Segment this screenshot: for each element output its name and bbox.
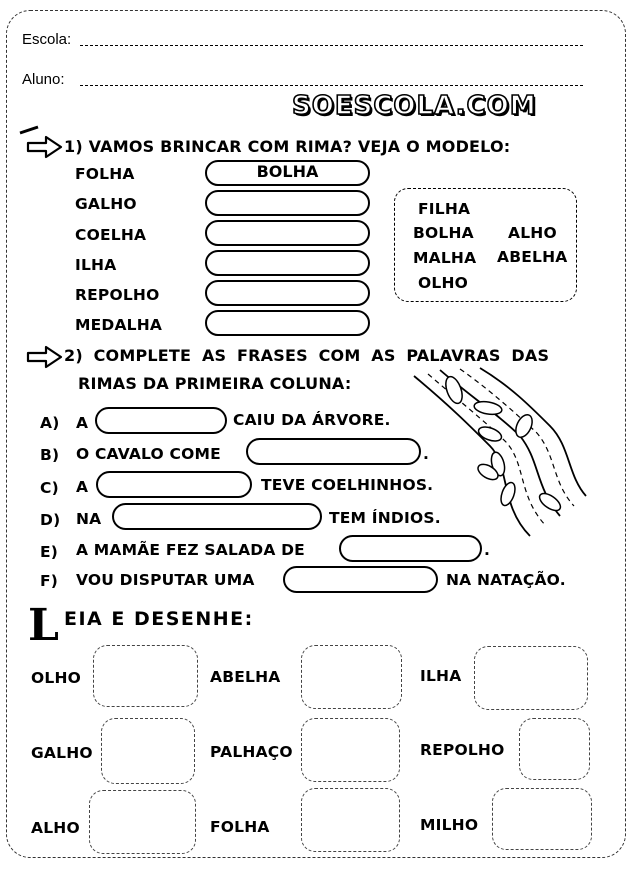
sentence-d-letter: D) <box>40 511 61 529</box>
arrow-icon <box>26 134 64 160</box>
sentence-e-before: A MAMÃE FEZ SALADA DE <box>76 541 305 559</box>
ex1-word-6: MEDALHA <box>75 316 163 334</box>
draw-label-7: ALHO <box>31 819 80 837</box>
draw-label-4: GALHO <box>31 744 93 762</box>
draw-box-1[interactable] <box>93 645 198 707</box>
sentence-f-letter: F) <box>40 572 59 590</box>
arrow-icon <box>26 344 64 370</box>
draw-label-6: REPOLHO <box>420 741 505 759</box>
sentence-c-letter: C) <box>40 479 59 497</box>
sentence-b-after: . <box>423 445 430 463</box>
sentence-e-letter: E) <box>40 543 59 561</box>
sentence-c-blank[interactable] <box>96 471 252 498</box>
draw-box-7[interactable] <box>89 790 196 854</box>
sentence-d-blank[interactable] <box>112 503 322 530</box>
bank-word-1: FILHA <box>418 200 471 218</box>
ex1-answer-4[interactable] <box>205 250 370 276</box>
sentence-a-blank[interactable] <box>95 407 227 434</box>
ex1-word-4: ILHA <box>75 256 117 274</box>
draw-box-3[interactable] <box>474 646 588 710</box>
bank-word-3: ALHO <box>508 224 557 242</box>
draw-box-8[interactable] <box>301 788 400 852</box>
draw-label-9: MILHO <box>420 816 479 834</box>
exercise1-title: 1) VAMOS BRINCAR COM RIMA? VEJA O MODELO: <box>64 137 511 156</box>
sentence-e-after: . <box>484 541 491 559</box>
exercise3-title: EIA E DESENHE: <box>64 608 254 630</box>
school-label: Escola: <box>22 31 72 48</box>
sentence-c-after: TEVE COELHINHOS. <box>261 476 434 494</box>
draw-label-5: PALHAÇO <box>210 743 293 761</box>
draw-box-4[interactable] <box>101 718 195 784</box>
sentence-a-letter: A) <box>40 414 60 432</box>
sentence-b-before: O CAVALO COME <box>76 445 221 463</box>
sentence-f-before: VOU DISPUTAR UMA <box>76 571 255 589</box>
sentence-d-before: NA <box>76 510 102 528</box>
ex1-word-3: COELHA <box>75 226 147 244</box>
school-line[interactable] <box>80 45 583 46</box>
draw-label-2: ABELHA <box>210 668 281 686</box>
draw-label-8: FOLHA <box>210 818 270 836</box>
bank-word-5: ABELHA <box>497 248 568 266</box>
ex1-answer-example: BOLHA <box>205 160 370 186</box>
drop-cap-l: L <box>28 600 59 651</box>
draw-box-9[interactable] <box>492 788 592 850</box>
sentence-b-letter: B) <box>40 446 60 464</box>
ex1-word-1: FOLHA <box>75 165 135 183</box>
sentence-b-blank[interactable] <box>246 438 421 465</box>
ex1-answer-3[interactable] <box>205 220 370 246</box>
bank-word-6: OLHO <box>418 274 469 292</box>
draw-label-1: OLHO <box>31 669 82 687</box>
sentence-a-after: CAIU DA ÁRVORE. <box>233 411 391 429</box>
site-logo: SOESCOLA.COM <box>292 91 537 121</box>
draw-box-5[interactable] <box>301 718 400 782</box>
student-line[interactable] <box>80 85 583 86</box>
sentence-c-before: A <box>76 478 89 496</box>
ex1-answer-6[interactable] <box>205 310 370 336</box>
sentence-f-after: NA NATAÇÃO. <box>446 571 566 589</box>
sentence-a-before: A <box>76 414 89 432</box>
leaves-illustration-icon <box>410 366 588 546</box>
ex1-answer-5[interactable] <box>205 280 370 306</box>
sentence-d-after: TEM ÍNDIOS. <box>329 509 441 527</box>
ex1-word-2: GALHO <box>75 195 137 213</box>
exercise2-title-line2: RIMAS DA PRIMEIRA COLUNA: <box>78 374 352 393</box>
exercise2-title-line1: 2) COMPLETE AS FRASES COM AS PALAVRAS DAS <box>64 346 550 365</box>
bank-word-2: BOLHA <box>413 224 474 242</box>
student-label: Aluno: <box>22 71 65 88</box>
ex1-answer-2[interactable] <box>205 190 370 216</box>
draw-label-3: ILHA <box>420 667 462 685</box>
draw-box-2[interactable] <box>301 645 402 709</box>
draw-box-6[interactable] <box>519 718 590 780</box>
sentence-f-blank[interactable] <box>283 566 438 593</box>
ex1-word-5: REPOLHO <box>75 286 160 304</box>
bank-word-4: MALHA <box>413 249 477 267</box>
